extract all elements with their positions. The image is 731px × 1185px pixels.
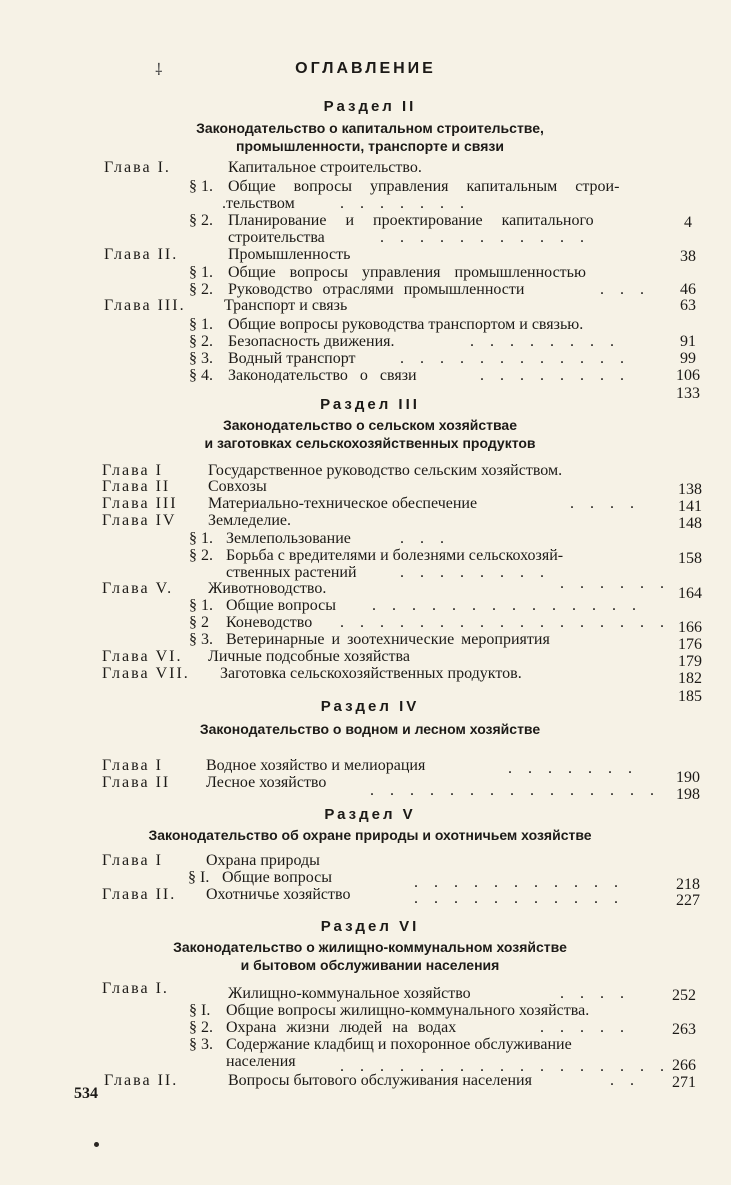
s3-para-5-title: Ветеринарные и зоотехнические мероприятия (226, 631, 550, 648)
s3-para-3-label: § 1. (189, 597, 213, 614)
leader-dots: . . . . (560, 985, 630, 1002)
section-4-heading: Раздел IV (320, 698, 420, 715)
s3-chapter-2-page: 138 (678, 481, 702, 498)
leader-dots: . . . . . . . . . . . . (400, 350, 630, 367)
s2-para-8-label: § 4. (189, 367, 213, 384)
s2-para-2-label: § 2. (189, 212, 213, 229)
s6-chapter-1-page: 252 (672, 987, 696, 1004)
leader-dots: . . . . . . . . (400, 564, 550, 581)
s2-para-3-label: § 1. (189, 264, 213, 281)
leader-dots: . . . . . . . . . . . (414, 890, 624, 907)
s3-extra-page: 185 (678, 688, 702, 705)
s3-chapter-2-title: Совхозы (208, 478, 267, 495)
section-6-heading: Раздел VI (320, 918, 420, 935)
s3-chapter-4-page: 148 (678, 515, 702, 532)
s2-para-2-cont: строительства (228, 229, 325, 246)
section-6-title-line-1: Законодательство о жилищно-коммунальном хозяйстве (173, 939, 567, 955)
s3-chapter-5-page: 164 (678, 585, 702, 602)
s3-chapter-4-title: Земледелие. (208, 512, 292, 529)
section-3-heading: Раздел III (320, 396, 420, 413)
s6-para-2-title: Охрана жизни людей на водах (226, 1019, 457, 1036)
s6-chapter-2-label: Глава II. (104, 1072, 179, 1089)
s3-chapter-7-title: Заготовка сельскохозяйственных продуктов. (220, 665, 522, 682)
leader-dots: . . . . . . . . . . . . . . (372, 597, 642, 614)
s3-para-4-label: § 2 (189, 614, 209, 631)
s6-para-1-title: Общие вопросы жилищно-коммунального хозяйства. (226, 1002, 590, 1019)
s2-para-7-title: Водный транспорт (228, 350, 356, 367)
s3-para-4-page: 166 (678, 619, 702, 636)
section-3-title-line-1: Законодательство о сельском хозяйствае (223, 417, 517, 433)
s2-para-7-page: 99 (680, 350, 696, 367)
s2-para-6-label: § 2. (189, 333, 213, 350)
s2-para-2-page: 4 (684, 214, 692, 231)
s2-chapter-2-label: Глава II. (104, 246, 179, 263)
section-6-title-line-2: и бытовом обслуживании населения (240, 957, 500, 973)
s5-chapter-2-label: Глава II. (102, 886, 177, 903)
s2-chapter-2-page: 38 (680, 248, 696, 265)
s3-chapter-6-label: Глава VI. (102, 648, 183, 665)
leader-dots: . . . . . . . . . . . . . . . . . (340, 614, 670, 631)
s3-para-5-page: 176 (678, 636, 702, 653)
s6-chapter-1-title: Жилищно-коммунальное хозяйство (228, 985, 471, 1002)
s2-para-8-title: Законодательство о связи (228, 367, 417, 384)
s5-chapter-1-label: Глава I (102, 852, 163, 869)
ink-mark-icon: ⸸ (155, 62, 163, 79)
s2-para-5-label: § 1. (189, 316, 213, 333)
leader-dots: . . . . . . (560, 575, 670, 592)
s2-para-7-label: § 3. (189, 350, 213, 367)
leader-dots: . . . . . . . . . . . . . . . (370, 782, 660, 799)
s3-chapter-1-title: Государственное руководство сельским хозяйством. (208, 462, 563, 479)
s3-chapter-3-label: Глава III (102, 495, 178, 512)
s6-para-3-page: 266 (672, 1057, 696, 1074)
page-number: 534 (74, 1085, 98, 1102)
s2-para-4-page: 46 (680, 281, 696, 298)
s6-chapter-2-page: 271 (672, 1074, 696, 1091)
section-3-title-line-2: и заготовках сельскохозяйственных продуктов (204, 435, 536, 451)
section-5-heading: Раздел V (324, 806, 416, 823)
s5-para-1-title: Общие вопросы (222, 869, 332, 886)
section-2-heading: Раздел II (323, 98, 417, 115)
section-4-title-line-1: Законодательство о водном и лесном хозяйстве (199, 721, 541, 737)
leader-dots: . . . . . . . . . . . (380, 229, 590, 246)
s4-chapter-1-page: 190 (676, 769, 700, 786)
s3-chapter-6-title: Личные подсобные хозяйства (208, 648, 410, 665)
leader-dots: . . . (400, 530, 450, 547)
page-title: ОГЛАВЛЕНИЕ (295, 60, 436, 77)
s3-para-5-label: § 3. (189, 631, 213, 648)
s5-chapter-2-page: 227 (676, 892, 700, 909)
s3-chapter-1-label: Глава I (102, 462, 163, 479)
s2-para-1-label: § 1. (189, 178, 213, 195)
s2-para-3-title: Общие вопросы управления промышленностью (228, 264, 586, 281)
s5-para-1-label: § I. (188, 869, 210, 886)
leader-dots: . . . . . . . . (470, 333, 620, 350)
leader-dots: . . . . . (540, 1019, 630, 1036)
leader-dots: . . . . . . . . . . . (414, 874, 624, 891)
leader-dots: . . . (600, 281, 650, 298)
s3-chapter-5-title: Животноводство. (208, 580, 327, 597)
s3-para-2-page: 158 (678, 550, 702, 567)
s3-para-1-label: § 1. (189, 530, 213, 547)
s3-para-3-title: Общие вопросы (226, 597, 336, 614)
s5-para-1-page: 218 (676, 876, 700, 893)
s6-para-2-page: 263 (672, 1021, 696, 1038)
s3-chapter-2-label: Глава II (102, 478, 171, 495)
s2-para-4-label: § 2. (189, 281, 213, 298)
s3-para-2-cont: ственных растений (226, 564, 357, 581)
s2-chapter-3-label: Глава III. (104, 297, 186, 314)
s3-para-2-title: Борьба с вредителями и болезнями сельскохозяй- (226, 547, 564, 564)
s3-chapter-7-page: 182 (678, 670, 702, 687)
section-5-title-line-1: Законодательство об охране природы и охотничьем хозяйстве (148, 827, 592, 843)
leader-dots: . . . . . . . (340, 195, 470, 212)
s2-chapter-3-page: 63 (680, 297, 696, 314)
s6-para-3-cont: населения (226, 1053, 296, 1070)
s6-para-2-label: § 2. (189, 1019, 213, 1036)
s6-chapter-2-title: Вопросы бытового обслуживания населения (228, 1072, 532, 1089)
leader-dots: . . . . . . . (508, 760, 638, 777)
s2-para-2-title: Планирование и проектирование капитального (228, 212, 594, 229)
section-2-title-line-1: Законодательство о капитальном строительстве, (196, 120, 544, 136)
s2-para-1-title: Общие вопросы управления капитальным строи- (228, 178, 620, 195)
s4-chapter-2-page: 198 (676, 786, 700, 803)
ink-dot-icon (94, 1142, 99, 1147)
s2-para-6-page: 91 (680, 333, 696, 350)
leader-dots: . . . . . . . . . . . . . . . . . (340, 1058, 670, 1075)
s3-chapter-7-label: Глава VII. (102, 665, 190, 682)
s3-para-2-label: § 2. (189, 547, 213, 564)
s3-chapter-6-page: 179 (678, 653, 702, 670)
s5-chapter-2-title: Охотничье хозяйство (206, 886, 351, 903)
leader-dots: . . (610, 1072, 640, 1089)
s2-chapter-2-title: Промышленность (228, 246, 351, 263)
s2-para-5-title: Общие вопросы руководства транспортом и связью. (228, 316, 584, 333)
s6-para-3-label: § 3. (189, 1036, 213, 1053)
s4-chapter-1-label: Глава I (102, 757, 163, 774)
s2-para-1-cont: .тельством (222, 195, 295, 212)
s3-chapter-5-label: Глава V. (102, 580, 174, 597)
s3-para-1-title: Землепользование (226, 530, 351, 547)
s5-chapter-1-title: Охрана природы (206, 852, 320, 869)
s2-para-8-page: 106 (676, 367, 700, 384)
s3-chapter-4-label: Глава IV (102, 512, 177, 529)
s2-extra-page: 133 (676, 385, 700, 402)
leader-dots: . . . . . . . . (480, 367, 630, 384)
s4-chapter-2-title: Лесное хозяйство (206, 774, 327, 791)
s3-chapter-3-page: 141 (678, 498, 702, 515)
s3-para-4-title: Коневодство (226, 614, 313, 631)
s3-chapter-3-title: Материально-техническое обеспечение (208, 495, 478, 512)
s2-para-4-title: Руководство отраслями промышленности (228, 281, 525, 298)
section-2-title-line-2: промышленности, транспорте и связи (236, 138, 504, 154)
s2-para-6-title: Безопасность движения. (228, 333, 395, 350)
s2-chapter-1-label: Глава I. (104, 159, 171, 176)
s4-chapter-1-title: Водное хозяйство и мелиорация (206, 757, 426, 774)
s6-para-1-label: § I. (189, 1002, 211, 1019)
leader-dots: . . . . (570, 495, 640, 512)
s6-chapter-1-label: Глава I. (102, 980, 169, 997)
s2-chapter-3-title: Транспорт и связь (224, 297, 348, 314)
s2-chapter-1-title: Капитальное строительство. (228, 159, 422, 176)
s4-chapter-2-label: Глава II (102, 774, 171, 791)
s6-para-3-title: Содержание кладбищ и похоронное обслуживание (226, 1036, 572, 1053)
